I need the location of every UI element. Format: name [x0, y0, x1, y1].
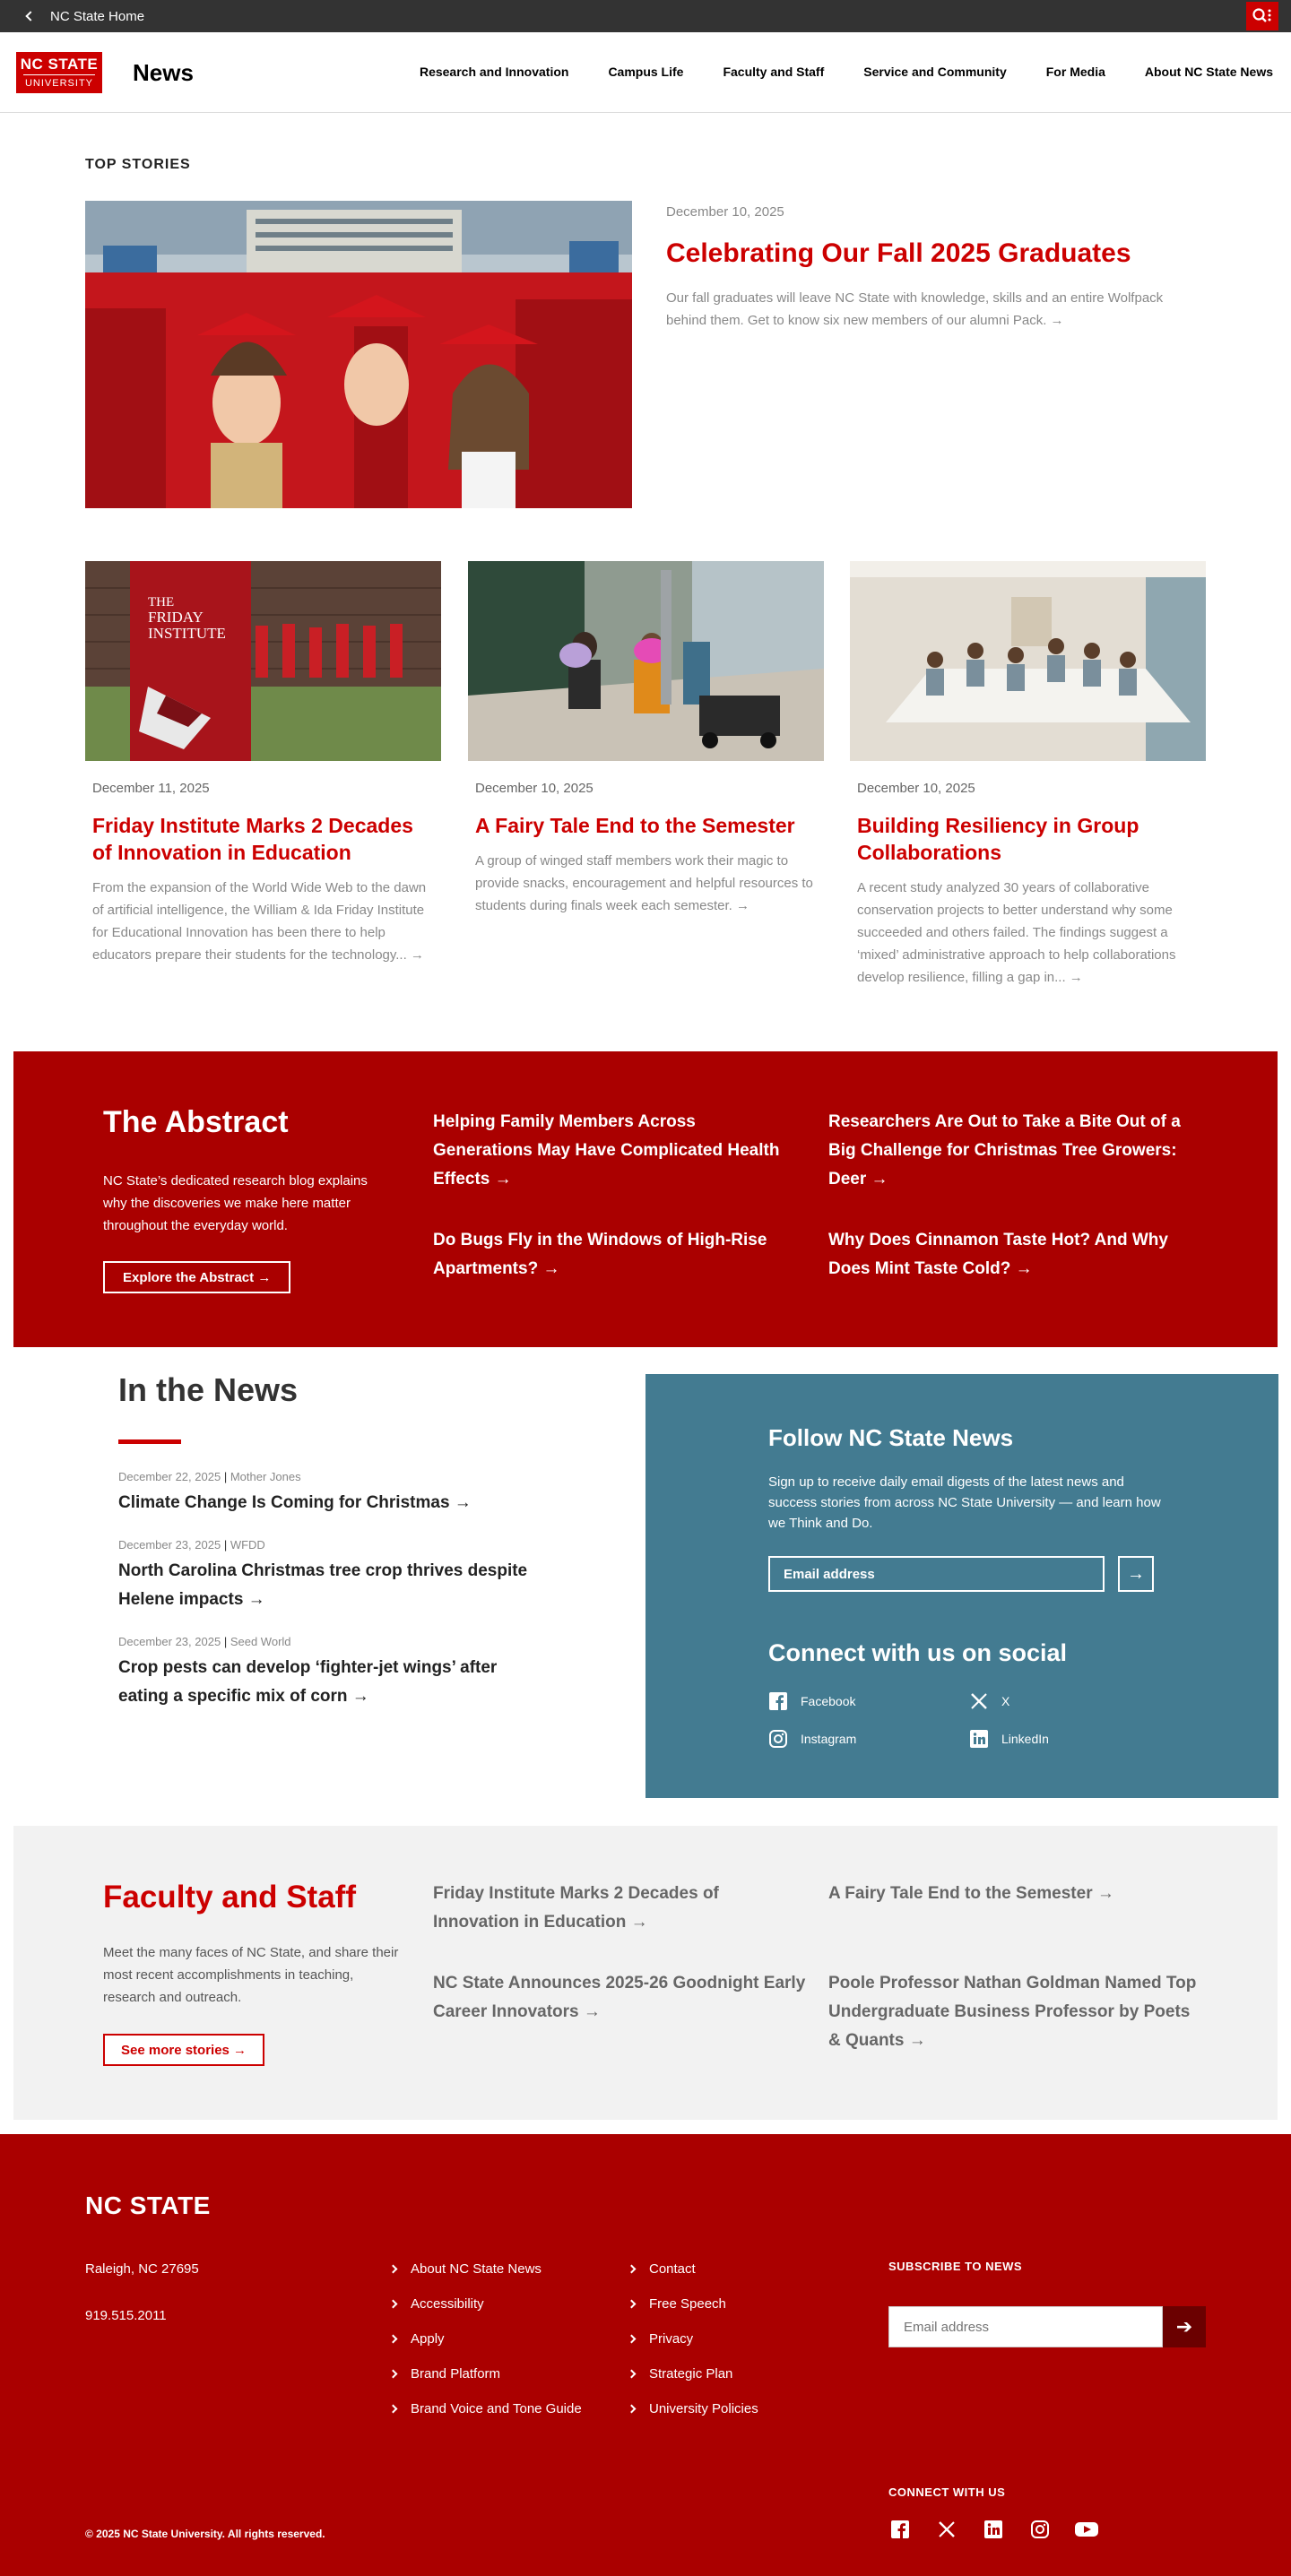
footer-email-input[interactable]	[888, 2306, 1163, 2347]
arrow-right-icon: ➔	[1175, 2315, 1193, 2338]
feature-description: Our fall graduates will leave NC State with knowledge, skills and an entire Wolfpack behind them. Get to know six new members of our alumni Pack. →	[666, 290, 1164, 328]
story-date: December 10, 2025	[857, 781, 975, 796]
news-item	[118, 1470, 549, 1517]
linkedin-label: LinkedIn	[1001, 1732, 1049, 1746]
logo-line2: UNIVERSITY	[23, 74, 95, 90]
footer-link-label: Brand Voice and Tone Guide	[411, 2401, 582, 2416]
follow-description: Sign up to receive daily email digests of the latest news and success stories from across NC State University — and learn how we Think and Do.	[768, 1474, 1161, 1531]
abstract-section	[13, 1051, 1278, 1347]
chevron-right-icon	[628, 2300, 637, 2309]
chevron-right-icon	[628, 2405, 637, 2414]
story-title[interactable]: Building Resiliency in Group Collaborations	[857, 814, 1139, 864]
facebook-icon	[768, 1691, 788, 1711]
faculty-staff-section	[13, 1826, 1278, 2120]
feature-image-graduates[interactable]	[85, 201, 632, 508]
footer-link[interactable]	[390, 2401, 582, 2416]
connect-with-us-label: CONNECT WITH US	[888, 2485, 1006, 2499]
story-card[interactable]	[85, 561, 441, 966]
nav-research-and-innovation[interactable]: Research and Innovation	[419, 65, 569, 79]
news-date: December 23, 2025	[118, 1538, 221, 1552]
abstract-title: The Abstract	[103, 1105, 289, 1139]
story-date: December 11, 2025	[92, 781, 210, 796]
nav-faculty-and-staff[interactable]: Faculty and Staff	[723, 65, 825, 79]
see-more-stories-button[interactable]: See more stories →	[103, 2034, 264, 2066]
footer-link[interactable]	[628, 2401, 758, 2416]
x-icon[interactable]	[935, 2518, 958, 2541]
chevron-right-icon	[389, 2335, 398, 2344]
faculty-link[interactable]: NC State Announces 2025-26 Goodnight Early Career Innovators →	[433, 1974, 806, 2021]
utility-bar	[0, 0, 1291, 32]
nav-service-and-community[interactable]: Service and Community	[863, 65, 1007, 79]
abstract-link[interactable]: Researchers Are Out to Take a Bite Out of a Big Challenge for Christmas Tree Growers: Deer →	[828, 1112, 1181, 1189]
news-title[interactable]: North Carolina Christmas tree crop thrives despite Helene impacts →	[118, 1561, 528, 1609]
connect-title: Connect with us on social	[768, 1639, 1068, 1666]
nav-for-media[interactable]: For Media	[1045, 65, 1105, 79]
footer-wordmark[interactable]: NC STATE	[85, 2191, 211, 2219]
social-instagram[interactable]	[768, 1729, 856, 1749]
news-source: Seed World	[230, 1635, 291, 1648]
banner-line3: INSTITUTE	[148, 625, 226, 642]
banner-line1: THE	[148, 595, 175, 609]
news-date: December 22, 2025	[118, 1470, 221, 1483]
chevron-right-icon	[389, 2370, 398, 2379]
footer-link[interactable]	[628, 2296, 726, 2312]
facebook-label: Facebook	[801, 1694, 856, 1708]
top-stories-label: TOP STORIES	[85, 157, 191, 172]
footer-link[interactable]	[390, 2331, 445, 2347]
footer-link-label: Contact	[649, 2261, 696, 2277]
chevron-right-icon	[389, 2265, 398, 2274]
nc-state-logo[interactable]	[16, 52, 102, 93]
chevron-right-icon	[628, 2370, 637, 2379]
footer-address: Raleigh, NC 27695	[85, 2261, 199, 2277]
subscribe-label: SUBSCRIBE TO NEWS	[888, 2260, 1023, 2273]
chevron-right-icon	[628, 2265, 637, 2274]
search-button[interactable]	[1246, 2, 1278, 30]
footer-link[interactable]	[390, 2296, 484, 2312]
story-description: A recent study analyzed 30 years of collaborative conservation projects to better understand why some succeeded and others failed. The findings suggest a ‘mixed’ administrative approach to help collaborations develop resilience, filling a gap in... →	[857, 880, 1176, 985]
logo-line1: NC STATE	[20, 56, 99, 73]
title-underline	[118, 1439, 181, 1444]
footer-link-label: Accessibility	[411, 2296, 484, 2312]
site-footer	[0, 2134, 1291, 2576]
abstract-link[interactable]: Do Bugs Fly in the Windows of High-Rise Apartments? →	[433, 1231, 767, 1278]
instagram-icon[interactable]	[1028, 2518, 1052, 2541]
social-facebook[interactable]	[768, 1691, 855, 1711]
chevron-right-icon	[389, 2405, 398, 2414]
facebook-icon[interactable]	[888, 2518, 912, 2541]
footer-link-label: Strategic Plan	[649, 2366, 733, 2382]
news-source: Mother Jones	[230, 1470, 301, 1483]
follow-email-input[interactable]	[768, 1556, 1105, 1592]
footer-link-label: Free Speech	[649, 2296, 726, 2312]
story-image-friday-institute[interactable]	[85, 561, 441, 761]
story-image-fairy-tale[interactable]	[468, 561, 824, 761]
follow-title: Follow NC State News	[768, 1424, 1014, 1451]
nav-campus-life[interactable]: Campus Life	[608, 65, 684, 79]
x-label: X	[1001, 1694, 1010, 1708]
story-description: A group of winged staff members work their magic to provide snacks, encouragement and helpful resources to students during finals week each semester. →	[475, 853, 813, 913]
faculty-staff-description: Meet the many faces of NC State, and share their most recent accomplishments in teaching, research and outreach.	[103, 1945, 399, 2005]
story-title[interactable]: Friday Institute Marks 2 Decades of Innovation in Education	[92, 814, 413, 864]
footer-link[interactable]	[628, 2331, 693, 2347]
faculty-link[interactable]: Friday Institute Marks 2 Decades of Innovation in Education →	[433, 1884, 719, 1932]
footer-link[interactable]	[390, 2366, 500, 2382]
footer-link[interactable]	[628, 2261, 696, 2277]
footer-link-label: About NC State News	[411, 2261, 542, 2277]
footer-link-label: Privacy	[649, 2331, 694, 2347]
instagram-icon	[768, 1729, 788, 1749]
footer-social-icons	[888, 2518, 1098, 2541]
explore-abstract-button[interactable]: Explore the Abstract →	[103, 1261, 290, 1293]
footer-link-label: University Policies	[649, 2401, 758, 2416]
x-icon	[969, 1691, 989, 1711]
footer-link[interactable]	[390, 2261, 542, 2277]
footer-phone[interactable]: 919.515.2011	[85, 2308, 167, 2323]
search-icon	[1252, 7, 1273, 25]
abstract-link[interactable]: Why Does Cinnamon Taste Hot? And Why Does Mint Taste Cold? →	[828, 1231, 1168, 1278]
story-title[interactable]: A Fairy Tale End to the Semester	[475, 814, 795, 837]
news-item	[118, 1635, 549, 1711]
news-date: December 23, 2025	[118, 1635, 221, 1648]
chevron-left-icon	[25, 11, 35, 21]
story-card[interactable]	[850, 561, 1206, 989]
news-meta: December 22, 2025 | Mother Jones	[118, 1470, 301, 1483]
chevron-right-icon	[628, 2335, 637, 2344]
site-header	[0, 32, 1291, 113]
site-title[interactable]: News	[133, 59, 194, 86]
nc-state-home-label: NC State Home	[50, 8, 145, 24]
main-nav	[380, 65, 1273, 79]
news-title[interactable]: Crop pests can develop ‘fighter-jet wings’ after eating a specific mix of corn →	[118, 1658, 498, 1706]
chevron-right-icon	[389, 2300, 398, 2309]
news-source: WFDD	[230, 1538, 265, 1552]
follow-panel	[646, 1374, 1278, 1798]
copyright: © 2025 NC State University. All rights reserved.	[85, 2528, 325, 2540]
news-item	[118, 1538, 549, 1614]
story-image-group-collaborations[interactable]	[850, 561, 1206, 761]
news-meta: December 23, 2025 | Seed World	[118, 1635, 291, 1648]
faculty-staff-title: Faculty and Staff	[103, 1880, 356, 1915]
footer-link[interactable]	[628, 2366, 732, 2382]
nav-about-nc-state-news[interactable]: About NC State News	[1144, 65, 1273, 79]
footer-subscribe-button[interactable]	[1163, 2306, 1206, 2347]
feature-date: December 10, 2025	[666, 204, 784, 220]
faculty-link[interactable]: A Fairy Tale End to the Semester →	[828, 1884, 1114, 1903]
nc-state-home-link[interactable]	[27, 0, 144, 32]
linkedin-icon[interactable]	[982, 2518, 1005, 2541]
news-title[interactable]: Climate Change Is Coming for Christmas →	[118, 1493, 472, 1512]
story-card[interactable]	[468, 561, 824, 917]
follow-submit-button[interactable]	[1118, 1556, 1154, 1592]
instagram-label: Instagram	[801, 1732, 857, 1746]
social-x[interactable]	[969, 1691, 1009, 1711]
abstract-description: NC State’s dedicated research blog explains why the discoveries we make here matter throughout the everyday world.	[103, 1173, 368, 1233]
social-linkedin[interactable]	[969, 1729, 1049, 1749]
footer-link-label: Apply	[411, 2331, 445, 2347]
story-date: December 10, 2025	[475, 781, 594, 796]
linkedin-icon	[969, 1729, 989, 1749]
youtube-icon[interactable]	[1075, 2518, 1098, 2541]
banner-line2: FRIDAY	[148, 609, 204, 626]
story-description: From the expansion of the World Wide Web to the dawn of artificial intelligence, the William & Ida Friday Institute for Educational Innovation has been there to help educators prepare their students for the technology... →	[92, 880, 427, 963]
in-the-news-title: In the News	[118, 1371, 299, 1408]
news-meta: December 23, 2025 | WFDD	[118, 1538, 265, 1552]
faculty-link[interactable]: Poole Professor Nathan Goldman Named Top Undergraduate Business Professor by Poets & Quants →	[828, 1974, 1197, 2050]
arrow-right-icon: →	[1127, 1563, 1145, 1584]
abstract-link[interactable]: Helping Family Members Across Generations May Have Complicated Health Effects →	[433, 1112, 780, 1189]
feature-title[interactable]: Celebrating Our Fall 2025 Graduates	[666, 238, 1131, 268]
footer-link-label: Brand Platform	[411, 2366, 501, 2382]
